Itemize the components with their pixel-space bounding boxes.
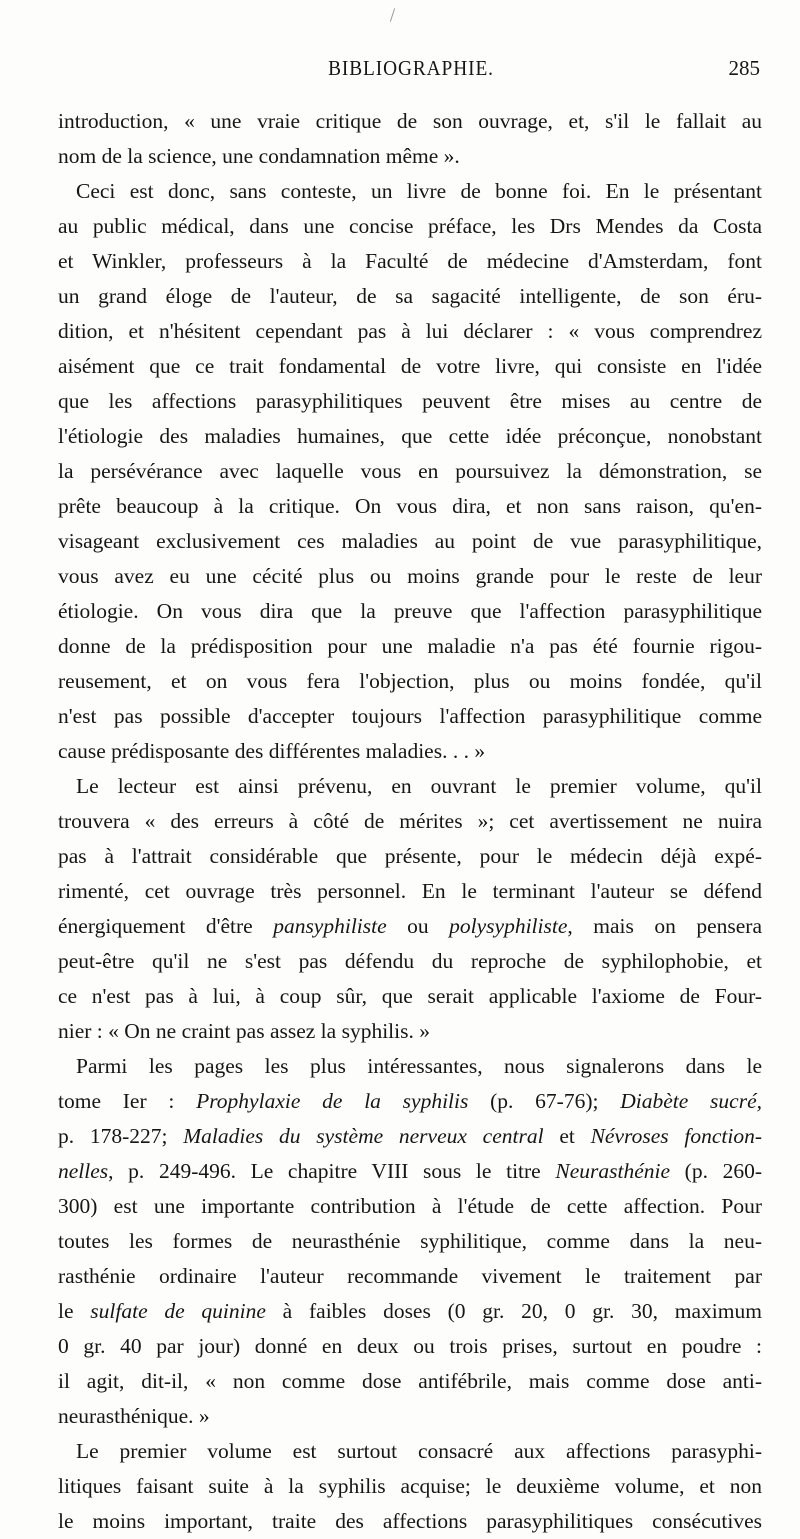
text-segment: (p. 260- <box>670 1159 762 1183</box>
text-line <box>58 1329 762 1364</box>
text-segment: Ceci est donc, sans conteste, un livre de bonne foi. En le présentant <box>76 179 762 203</box>
text-line <box>58 804 762 839</box>
text-segment: énergiquement d'être <box>58 914 274 938</box>
scan-mark <box>390 8 395 22</box>
text-segment: vous avez eu une cécité plus ou moins grande pour le reste de leur <box>58 564 762 588</box>
italic-text: Prophylaxie de la syphilis <box>196 1089 469 1113</box>
text-segment: le <box>58 1299 91 1323</box>
text-line <box>58 734 762 769</box>
text-segment: rasthénie ordinaire l'auteur recommande vivement le traitement par <box>58 1264 762 1288</box>
text-segment: 300) est une importante contribution à l'étude de cette affection. Pour <box>58 1194 762 1218</box>
italic-text: Neurasthénie <box>555 1159 671 1183</box>
text-line <box>58 1434 762 1469</box>
text-segment: il agit, dit-il, « non comme dose antifébrile, mais comme dose anti- <box>58 1369 762 1393</box>
text-line <box>58 1084 762 1119</box>
text-segment: pas à l'attrait considérable que présente, pour le médecin déjà expé- <box>58 844 762 868</box>
text-segment: l'étiologie des maladies humaines, que cette idée préconçue, nonobstant <box>58 424 762 448</box>
text-segment: et Winkler, professeurs à la Faculté de médecine d'Amsterdam, font <box>58 249 762 273</box>
text-segment: 0 gr. 40 par jour) donné en deux ou trois prises, surtout en poudre : <box>58 1334 762 1358</box>
text-segment: Le lecteur est ainsi prévenu, en ouvrant le premier volume, qu'il <box>76 774 762 798</box>
text-line <box>58 594 762 629</box>
running-title: BIBLIOGRAPHIE. <box>328 56 494 80</box>
text-line <box>58 909 762 944</box>
text-line <box>58 1364 762 1399</box>
italic-text: polysyphiliste <box>449 914 568 938</box>
text-line <box>58 314 762 349</box>
text-segment: nom de la science, une condamnation même ». <box>58 144 460 168</box>
text-segment: introduction, « une vraie critique de son ouvrage, et, s'il le fallait au <box>58 109 762 133</box>
italic-text: nelles <box>58 1159 109 1183</box>
text-segment: prête beaucoup à la critique. On vous dira, et non sans raison, qu'en- <box>58 494 762 518</box>
text-line <box>58 1294 762 1329</box>
text-segment: toutes les formes de neurasthénie syphilitique, comme dans la neu- <box>58 1229 762 1253</box>
text-segment: à faibles doses (0 gr. 20, 0 gr. 30, maximum <box>265 1299 762 1323</box>
text-segment: le moins important, traite des affections parasyphilitiques consécutives <box>58 1509 762 1533</box>
text-segment: Parmi les pages les plus intéressantes, nous signalerons dans le <box>76 1054 762 1078</box>
text-line <box>58 384 762 419</box>
text-segment: trouvera « des erreurs à côté de mérites »; cet avertissement ne nuira <box>58 809 762 833</box>
text-line <box>58 489 762 524</box>
text-line <box>58 1259 762 1294</box>
text-segment: dition, et n'hésitent cependant pas à lui déclarer : « vous comprendrez <box>58 319 762 343</box>
text-segment: (p. 67-76); <box>468 1089 621 1113</box>
text-segment: reusement, et on vous fera l'objection, plus ou moins fondée, qu'il <box>58 669 762 693</box>
text-line <box>58 104 762 139</box>
italic-text: Diabète sucré, <box>620 1089 762 1113</box>
text-segment: aisément que ce trait fondamental de votre livre, qui consiste en l'idée <box>58 354 762 378</box>
text-segment: rimenté, cet ouvrage très personnel. En le terminant l'auteur se défend <box>58 879 762 903</box>
italic-text: pansyphiliste <box>273 914 387 938</box>
body-text <box>58 104 762 1539</box>
text-segment: n'est pas possible d'accepter toujours l'affection parasyphilitique comme <box>58 704 762 728</box>
italic-text: sulfate de quinine <box>90 1299 266 1323</box>
text-segment: un grand éloge de l'auteur, de sa sagacité intelligente, de son éru- <box>58 284 762 308</box>
text-segment: , p. 249-496. Le chapitre VIII sous le titre <box>108 1159 556 1183</box>
text-segment: et <box>543 1124 591 1148</box>
text-line <box>58 1014 762 1049</box>
text-segment: litiques faisant suite à la syphilis acquise; le deuxième volume, et non <box>58 1474 762 1498</box>
text-line <box>58 1504 762 1539</box>
text-segment: peut-être qu'il ne s'est pas défendu du reproche de syphilophobie, et <box>58 949 762 973</box>
text-segment: tome Ier : <box>58 1089 197 1113</box>
text-line <box>58 244 762 279</box>
text-line <box>58 1224 762 1259</box>
text-line <box>58 1119 762 1154</box>
italic-text: Névroses fonction- <box>590 1124 762 1148</box>
text-line <box>58 1154 762 1189</box>
text-segment: Le premier volume est surtout consacré aux affections parasyphi- <box>76 1439 762 1463</box>
page-number: 285 <box>728 56 760 80</box>
text-line <box>58 629 762 664</box>
text-line <box>58 174 762 209</box>
text-line <box>58 139 762 174</box>
text-segment: donne de la prédisposition pour une maladie n'a pas été fournie rigou- <box>58 634 762 658</box>
text-segment: nier : « On ne craint pas assez la syphilis. » <box>58 1019 430 1043</box>
text-line <box>58 769 762 804</box>
text-segment: p. 178-227; <box>58 1124 184 1148</box>
text-line <box>58 1189 762 1224</box>
text-line <box>58 419 762 454</box>
text-segment: au public médical, dans une concise préface, les Drs Mendes da Costa <box>58 214 762 238</box>
text-segment: la persévérance avec laquelle vous en poursuivez la démonstration, se <box>58 459 762 483</box>
text-line <box>58 279 762 314</box>
text-segment: que les affections parasyphilitiques peuvent être mises au centre de <box>58 389 762 413</box>
italic-text: Maladies du système nerveux central <box>183 1124 544 1148</box>
page-header <box>62 56 760 96</box>
text-line <box>58 699 762 734</box>
text-line <box>58 349 762 384</box>
text-line <box>58 524 762 559</box>
text-line <box>58 979 762 1014</box>
text-line <box>58 839 762 874</box>
text-line <box>58 559 762 594</box>
text-segment: cause prédisposante des différentes maladies. . . » <box>58 739 486 763</box>
text-segment: ce n'est pas à lui, à coup sûr, que serait applicable l'axiome de Four- <box>58 984 762 1008</box>
text-line <box>58 874 762 909</box>
text-line <box>58 1049 762 1084</box>
text-segment: neurasthénique. » <box>58 1404 210 1428</box>
text-segment: étiologie. On vous dira que la preuve que l'affection parasyphilitique <box>58 599 762 623</box>
text-segment: visageant exclusivement ces maladies au point de vue parasyphilitique, <box>58 529 762 553</box>
text-segment: ou <box>386 914 450 938</box>
text-line <box>58 664 762 699</box>
text-line <box>58 454 762 489</box>
text-line <box>58 1399 762 1434</box>
text-line <box>58 944 762 979</box>
text-line <box>58 1469 762 1504</box>
text-line <box>58 209 762 244</box>
text-segment: , mais on pensera <box>567 914 762 938</box>
